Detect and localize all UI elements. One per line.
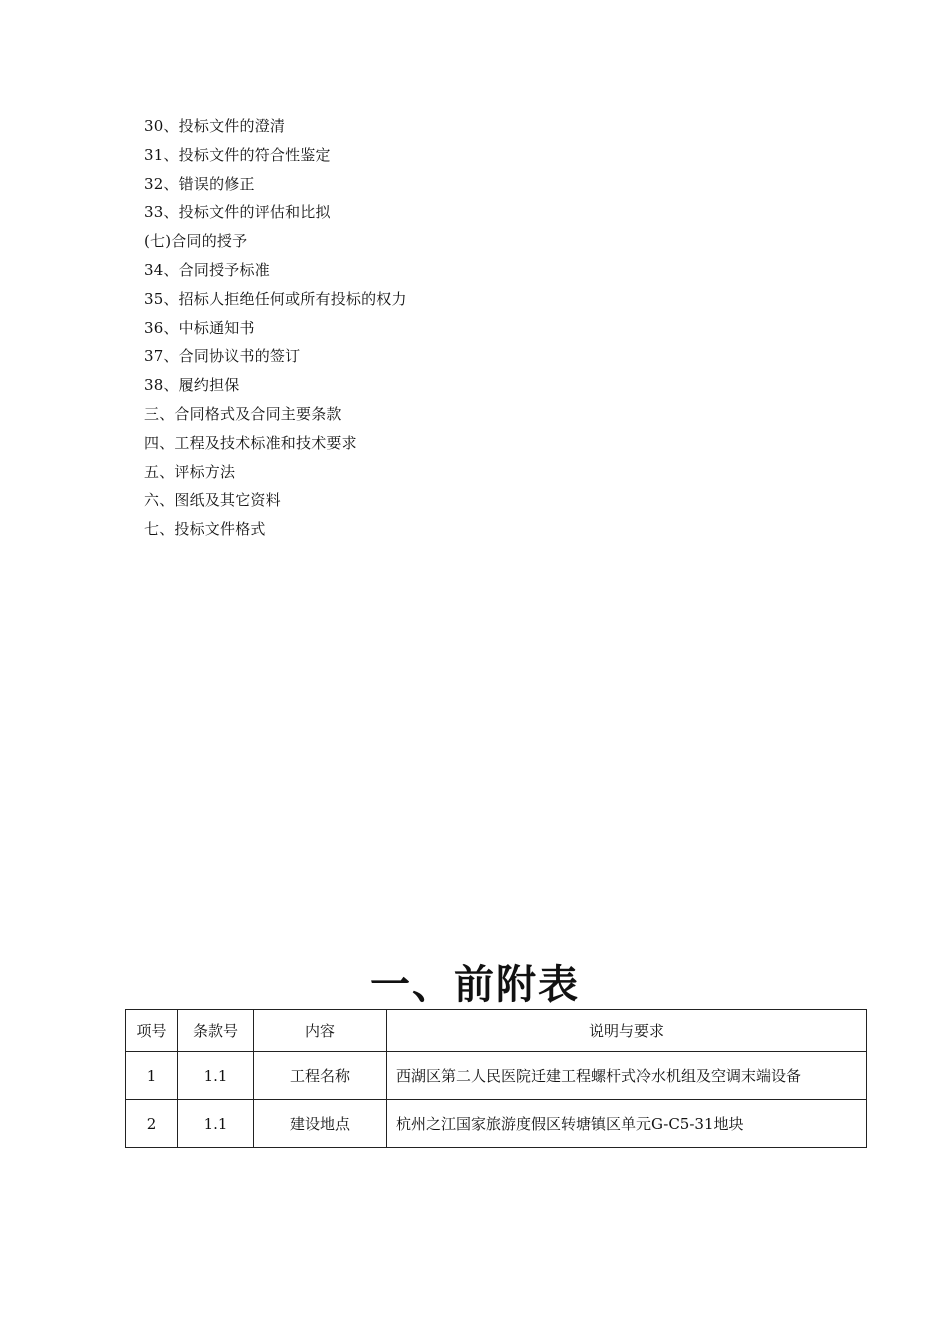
toc-item: (七)合同的授予	[144, 232, 248, 251]
toc-item: 33、投标文件的评估和比拟	[144, 203, 331, 222]
table-row	[126, 1100, 867, 1148]
table-of-contents	[144, 112, 407, 544]
cell-content: 工程名称	[254, 1052, 387, 1100]
toc-item: 36、中标通知书	[144, 318, 255, 337]
toc-item: 30、投标文件的澄清	[144, 117, 286, 135]
table-row	[126, 1052, 867, 1100]
toc-item: 37、合同协议书的签订	[144, 347, 301, 366]
cell-item-no: 2	[126, 1100, 178, 1148]
toc-item: 三、合同格式及合同主要条款	[144, 404, 342, 423]
toc-item: 35、招标人拒绝任何或所有投标的权力	[144, 289, 407, 308]
cell-description: 杭州之江国家旅游度假区转塘镇区单元G-C5-31地块	[387, 1100, 867, 1148]
toc-item: 六、图纸及其它资料	[144, 491, 281, 510]
cell-clause-no: 1.1	[178, 1100, 254, 1148]
section-title: 一、前附表	[370, 961, 580, 1008]
table-header-row	[126, 1010, 867, 1052]
toc-item: 38、履约担保	[144, 376, 240, 395]
cell-item-no: 1	[126, 1052, 178, 1100]
toc-item: 五、评标方法	[144, 462, 236, 481]
toc-item: 32、错误的修正	[144, 174, 255, 193]
toc-item: 七、投标文件格式	[144, 520, 266, 539]
toc-item: 四、工程及技术标准和技术要求	[144, 433, 357, 452]
cell-description: 西湖区第二人民医院迁建工程螺杆式冷水机组及空调末端设备	[387, 1052, 867, 1100]
column-header-item-no: 项号	[126, 1010, 178, 1052]
toc-item: 34、合同授予标准	[144, 260, 270, 279]
toc-item: 31、投标文件的符合性鉴定	[144, 145, 331, 164]
cell-clause-no: 1.1	[178, 1052, 254, 1100]
front-appendix-table	[125, 1009, 867, 1148]
column-header-content: 内容	[254, 1010, 387, 1052]
column-header-clause-no: 条款号	[178, 1010, 254, 1052]
column-header-description: 说明与要求	[387, 1010, 867, 1052]
cell-content: 建设地点	[254, 1100, 387, 1148]
